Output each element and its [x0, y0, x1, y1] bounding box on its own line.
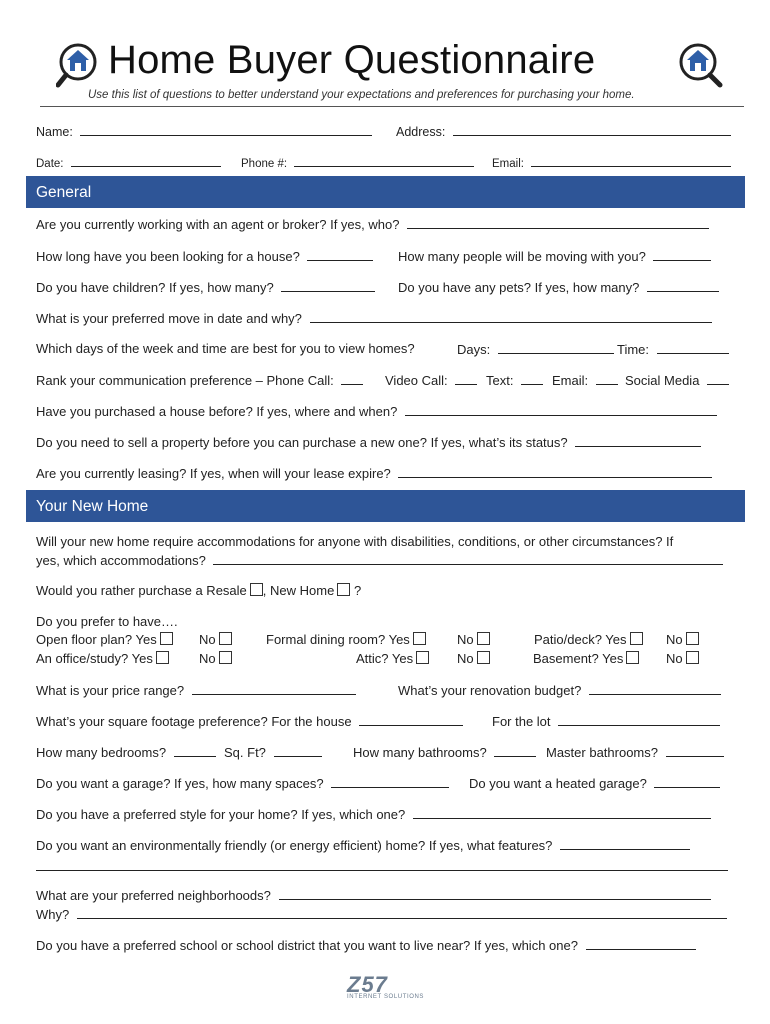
question-text: Will your new home require accommodations for anyone with disabilities, conditions, or other circumstances? If: [36, 534, 674, 549]
phone-field[interactable]: [294, 154, 474, 167]
office-no: [199, 651, 232, 666]
question-pets: [398, 279, 719, 295]
eco-field[interactable]: [560, 837, 690, 850]
no-label: No: [457, 632, 474, 647]
question-text: Do you have a preferred style for your home? If yes, which one?: [36, 807, 406, 822]
basement-row: [533, 651, 639, 666]
email-rank-label: Email:: [552, 373, 589, 388]
office-yes-checkbox[interactable]: [156, 651, 169, 664]
question-text: Do you have any pets? If yes, how many?: [398, 280, 640, 295]
question-sell: [36, 434, 701, 450]
question-text: Rank your communication preference – Phone Call:: [36, 373, 334, 388]
company-logo: [345, 972, 425, 1002]
rank-email: [552, 372, 618, 388]
question-neighborhoods: [36, 887, 711, 903]
why-field[interactable]: [77, 906, 727, 919]
logo-subtext: INTERNET SOLUTIONS: [347, 994, 425, 1000]
question-text: What’s your renovation budget?: [398, 683, 582, 698]
sqft-house-field[interactable]: [359, 713, 463, 726]
formal-dining-yes-checkbox[interactable]: [413, 632, 426, 645]
open-floor-yes-checkbox[interactable]: [160, 632, 173, 645]
office-row: [36, 651, 169, 666]
no-label: No: [199, 632, 216, 647]
question-text: Do you need to sell a property before you can purchase a new one? If yes, what’s its status?: [36, 435, 568, 450]
question-text: Do you prefer to have….: [36, 614, 178, 629]
sqft-row: [224, 744, 322, 760]
time-label: Time:: [617, 342, 650, 357]
question-school: [36, 937, 696, 953]
office-label: An office/study? Yes: [36, 651, 153, 666]
rank-video: [385, 372, 477, 388]
text-label: Text:: [486, 373, 514, 388]
question-text: Do you have a preferred school or school district that you want to live near? If yes, which one?: [36, 938, 578, 953]
question-style: [36, 806, 711, 822]
rank-text-field[interactable]: [521, 372, 543, 385]
no-label: No: [199, 651, 216, 666]
agent-field[interactable]: [407, 216, 709, 229]
no-label: No: [666, 632, 683, 647]
question-price: [36, 682, 356, 698]
question-text: What are your preferred neighborhoods?: [36, 888, 271, 903]
move-in-field[interactable]: [310, 310, 712, 323]
attic-row: [356, 651, 429, 666]
question-text: Which days of the week and time are best for you to view homes?: [36, 341, 415, 356]
question-text: Do you want an environmentally friendly (or energy efficient) home? If yes, what features?: [36, 838, 553, 853]
address-label: Address:: [396, 125, 446, 139]
name-field[interactable]: [80, 123, 372, 136]
days-label: Days:: [457, 342, 491, 357]
house-magnifier-icon: [56, 40, 106, 90]
patio-label: Patio/deck? Yes: [534, 632, 627, 647]
question-rank: [36, 372, 363, 388]
social-media-label: Social Media: [625, 373, 700, 388]
attic-no-checkbox[interactable]: [477, 651, 490, 664]
patio-no-checkbox[interactable]: [686, 632, 699, 645]
phone-row: [241, 154, 474, 170]
date-label: Date:: [36, 158, 64, 170]
video-call-label: Video Call:: [385, 373, 448, 388]
email-row: [492, 154, 731, 170]
days-field[interactable]: [498, 341, 614, 354]
no-label: No: [457, 651, 474, 666]
for-lot-label: For the lot: [492, 714, 551, 729]
attic-label: Attic? Yes: [356, 651, 414, 666]
logo-mark: Z57: [347, 972, 388, 997]
question-why: [36, 906, 727, 922]
question-move-in: [36, 310, 712, 326]
new-home-label: , New Home: [262, 583, 335, 598]
pets-field[interactable]: [647, 279, 719, 292]
formal-dining-label: Formal dining room? Yes: [266, 632, 410, 647]
for-lot: [492, 713, 720, 729]
section-header-new-home: [26, 490, 745, 522]
days-row: [457, 341, 614, 357]
question-purchased: [36, 403, 717, 419]
sqft-field[interactable]: [274, 744, 322, 757]
question-text: Are you currently leasing? If yes, when will your lease expire?: [36, 466, 391, 481]
question-eco: [36, 837, 690, 853]
time-field[interactable]: [657, 341, 729, 354]
attic-yes-checkbox[interactable]: [416, 651, 429, 664]
style-field[interactable]: [413, 806, 711, 819]
leasing-field[interactable]: [398, 465, 712, 478]
open-floor-row: [36, 632, 173, 647]
heated-garage-field[interactable]: [654, 775, 720, 788]
open-floor-label: Open floor plan? Yes: [36, 632, 157, 647]
bedrooms-field[interactable]: [174, 744, 216, 757]
question-text: How many bedrooms?: [36, 745, 167, 760]
children-field[interactable]: [281, 279, 375, 292]
question-text: How long have you been looking for a house?: [36, 249, 300, 264]
question-text: What’s your square footage preference? For the house: [36, 714, 352, 729]
question-text: Do you have children? If yes, how many?: [36, 280, 274, 295]
address-row: [396, 123, 731, 139]
question-mark: ?: [353, 583, 362, 598]
eco-field-line-2[interactable]: [36, 858, 728, 871]
sell-field[interactable]: [575, 434, 701, 447]
basement-no: [666, 651, 699, 666]
patio-no: [666, 632, 699, 647]
why-label: Why?: [36, 907, 70, 922]
open-floor-no: [199, 632, 232, 647]
master-bathrooms-label: Master bathrooms?: [546, 745, 658, 760]
accommodations-field[interactable]: [213, 552, 723, 565]
resale-checkbox[interactable]: [250, 583, 263, 596]
phone-label: Phone #:: [241, 158, 288, 170]
name-label: Name:: [36, 125, 73, 139]
price-field[interactable]: [192, 682, 356, 695]
formal-dining-no-checkbox[interactable]: [477, 632, 490, 645]
header-divider: [40, 106, 744, 107]
question-bathrooms: [353, 744, 536, 760]
question-accommodations: [36, 534, 673, 549]
question-leasing: [36, 465, 712, 481]
renovation-field[interactable]: [589, 682, 721, 695]
sqft-label: Sq. Ft?: [224, 745, 266, 760]
question-text: Are you currently working with an agent or broker? If yes, who?: [36, 217, 400, 232]
question-people: [398, 248, 711, 264]
basement-no-checkbox[interactable]: [686, 651, 699, 664]
formal-dining-row: [266, 632, 426, 647]
question-resale: [36, 583, 361, 598]
office-no-checkbox[interactable]: [219, 651, 232, 664]
question-how-long: [36, 248, 373, 264]
question-text: Have you purchased a house before? If yes, where and when?: [36, 404, 398, 419]
rank-phone-field[interactable]: [341, 372, 363, 385]
question-text: What is your preferred move in date and why?: [36, 311, 302, 326]
question-bedrooms: [36, 744, 216, 760]
email-label: Email:: [492, 158, 524, 170]
question-text: Do you want a heated garage?: [469, 776, 647, 791]
name-row: [36, 123, 372, 139]
email-field[interactable]: [531, 154, 731, 167]
question-text: yes, which accommodations?: [36, 553, 206, 568]
purchased-field[interactable]: [405, 403, 717, 416]
master-bathrooms-field[interactable]: [666, 744, 724, 757]
question-prefer: [36, 614, 178, 629]
question-renovation: [398, 682, 721, 698]
question-text: What is your price range?: [36, 683, 185, 698]
garage-field[interactable]: [331, 775, 449, 788]
house-magnifier-icon: [676, 40, 726, 90]
neighborhoods-field[interactable]: [279, 887, 711, 900]
bathrooms-field[interactable]: [494, 744, 536, 757]
question-text: Do you want a garage? If yes, how many spaces?: [36, 776, 324, 791]
rank-email-field[interactable]: [596, 372, 618, 385]
address-field[interactable]: [453, 123, 731, 136]
open-floor-no-checkbox[interactable]: [219, 632, 232, 645]
rank-social: [625, 372, 729, 388]
question-accommodations-cont: [36, 552, 723, 568]
rank-text: [486, 372, 543, 388]
question-sqft: [36, 713, 463, 729]
time-row: [617, 341, 729, 357]
master-bathrooms: [546, 744, 724, 760]
formal-dining-no: [457, 632, 490, 647]
page-subtitle: Use this list of questions to better understand your expectations and preferences for purchasing your home.: [88, 89, 635, 101]
section-header-general: [26, 176, 745, 208]
how-long-field[interactable]: [307, 248, 373, 261]
patio-yes-checkbox[interactable]: [630, 632, 643, 645]
no-label: No: [666, 651, 683, 666]
date-field[interactable]: [71, 154, 221, 167]
question-text: How many people will be moving with you?: [398, 249, 646, 264]
date-row: [36, 154, 221, 170]
question-text: How many bathrooms?: [353, 745, 487, 760]
section-title-new-home: Your New Home: [36, 498, 149, 515]
basement-label: Basement? Yes: [533, 651, 624, 666]
rank-video-field[interactable]: [455, 372, 477, 385]
people-field[interactable]: [653, 248, 711, 261]
new-home-checkbox[interactable]: [337, 583, 350, 596]
rank-social-field[interactable]: [707, 372, 729, 385]
question-heated-garage: [469, 775, 720, 791]
basement-yes-checkbox[interactable]: [626, 651, 639, 664]
question-agent: [36, 216, 709, 232]
section-title-general: General: [36, 184, 92, 201]
question-children: [36, 279, 375, 295]
lot-field[interactable]: [558, 713, 720, 726]
patio-row: [534, 632, 643, 647]
question-text: Would you rather purchase a Resale: [36, 583, 247, 598]
question-days: [36, 341, 415, 356]
school-field[interactable]: [586, 937, 696, 950]
question-garage: [36, 775, 449, 791]
page-title: Home Buyer Questionnaire: [108, 38, 596, 82]
attic-no: [457, 651, 490, 666]
